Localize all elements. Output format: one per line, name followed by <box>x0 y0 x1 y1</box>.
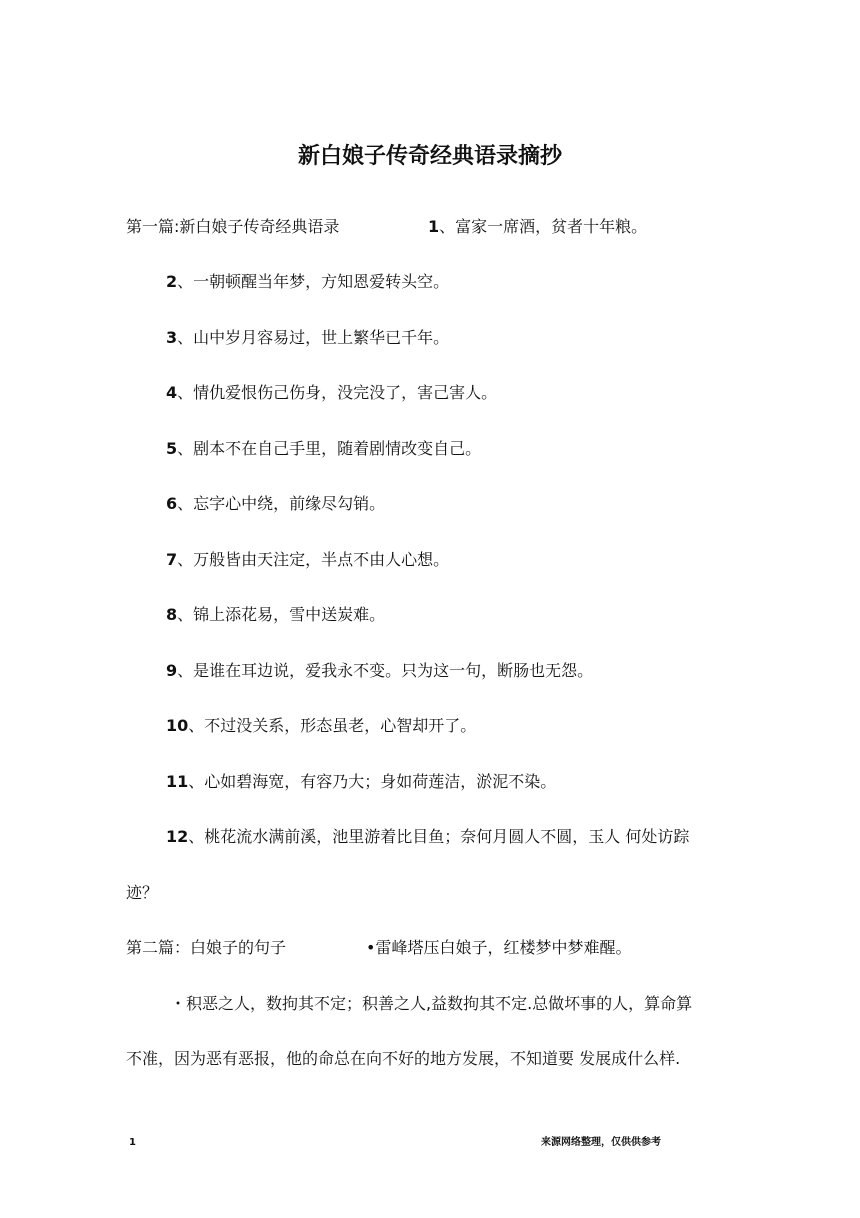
item-number: 11 <box>166 772 189 791</box>
item-number: 5 <box>166 439 178 458</box>
item-text: 、是谁在耳边说，爱我永不变。只为这一句，断肠也无怨。 <box>177 661 594 680</box>
footer-note: 来源网络整理，仅供供参考 <box>541 1137 661 1148</box>
list-item-continuation: 迹？ <box>126 883 159 902</box>
item-number: 12 <box>166 827 189 846</box>
section2-heading: 第二篇：白娘子的句子 <box>126 938 287 957</box>
list-item <box>166 494 385 514</box>
item-number: 3 <box>166 328 178 347</box>
list-item <box>166 328 449 348</box>
page-number: 1 <box>129 1137 136 1148</box>
list-item <box>166 772 556 792</box>
item-number: 2 <box>166 272 178 291</box>
list-item <box>166 272 449 292</box>
item-text: 、桃花流水满前溪，池里游着比目鱼；奈何月圆人不圆，玉人 何处访踪 <box>188 827 690 846</box>
item-text: 、万般皆由天注定，半点不由人心想。 <box>177 550 450 569</box>
item-text: 、忘字心中绕，前缘尽勾销。 <box>177 494 386 513</box>
item-number: 6 <box>166 494 178 513</box>
item-text: 、锦上添花易，雪中送炭难。 <box>177 605 386 624</box>
item-text: 、心如碧海宽，有容乃大；身如荷莲洁，淤泥不染。 <box>188 772 557 791</box>
list-item <box>166 661 593 681</box>
paragraph-line: 不准，因为恶有恶报，他的命总在向不好的地方发展，不知道要 发展成什么样. <box>126 1049 681 1068</box>
item-text: 、不过没关系，形态虽老，心智却开了。 <box>188 716 477 735</box>
list-item <box>166 550 449 570</box>
item-text: 、山中岁月容易过，世上繁华已千年。 <box>177 328 450 347</box>
paragraph-line: ・积恶之人，数拘其不定；积善之人,益数拘其不定.总做坏事的人，算命算 <box>170 994 693 1013</box>
item-text: 、富家一席酒，贫者十年粮。 <box>439 217 648 236</box>
item-number: 1 <box>428 217 440 236</box>
list-item: •雷峰塔压白娘子，红楼梦中梦难醒。 <box>366 938 632 957</box>
list-item <box>166 827 689 847</box>
item-number: 8 <box>166 605 178 624</box>
item-text: 、情仇爱恨伤己伤身，没完没了，害己害人。 <box>177 383 498 402</box>
item-number: 4 <box>166 383 178 402</box>
item-text: 、剧本不在自己手里，随着剧情改变自己。 <box>177 439 482 458</box>
item-number: 9 <box>166 661 178 680</box>
list-item <box>166 439 481 459</box>
item-number: 10 <box>166 716 189 735</box>
item-number: 7 <box>166 550 178 569</box>
list-item <box>166 716 476 736</box>
list-item <box>428 217 647 237</box>
list-item <box>166 605 385 625</box>
list-item <box>166 383 497 403</box>
document-title: 新白娘子传奇经典语录摘抄 <box>297 144 562 169</box>
section1-heading: 第一篇:新白娘子传奇经典语录 <box>126 217 340 236</box>
item-text: 、一朝顿醒当年梦，方知恩爱转头空。 <box>177 272 450 291</box>
